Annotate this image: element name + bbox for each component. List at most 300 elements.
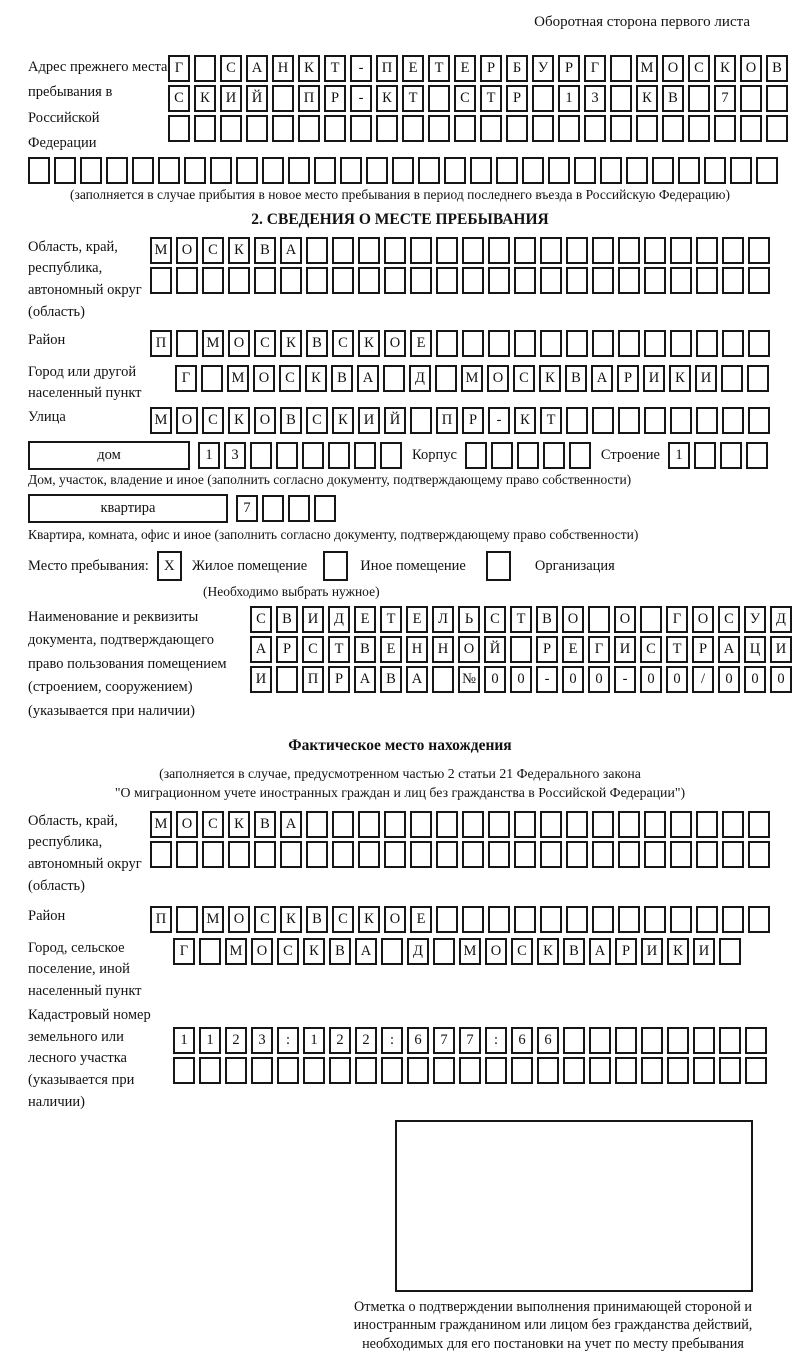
char-box[interactable] bbox=[428, 115, 450, 142]
char-box[interactable] bbox=[592, 237, 614, 264]
char-box[interactable] bbox=[670, 237, 692, 264]
char-box[interactable] bbox=[719, 1027, 741, 1054]
char-box[interactable]: О bbox=[228, 906, 250, 933]
char-box[interactable] bbox=[722, 330, 744, 357]
char-box[interactable]: - bbox=[350, 55, 372, 82]
char-box[interactable] bbox=[748, 906, 770, 933]
char-box[interactable] bbox=[250, 442, 272, 469]
char-box[interactable]: В bbox=[536, 606, 558, 633]
char-box[interactable]: Г bbox=[175, 365, 197, 392]
char-box[interactable]: К bbox=[228, 811, 250, 838]
char-box[interactable] bbox=[540, 267, 562, 294]
char-box[interactable]: К bbox=[332, 407, 354, 434]
char-box[interactable] bbox=[436, 330, 458, 357]
char-box[interactable]: Т bbox=[402, 85, 424, 112]
char-box[interactable]: И bbox=[693, 938, 715, 965]
char-box[interactable] bbox=[436, 237, 458, 264]
char-box[interactable] bbox=[202, 841, 224, 868]
char-box[interactable]: 7 bbox=[433, 1027, 455, 1054]
char-box[interactable] bbox=[566, 267, 588, 294]
char-box[interactable] bbox=[201, 365, 223, 392]
char-box[interactable] bbox=[236, 157, 258, 184]
char-box[interactable] bbox=[276, 666, 298, 693]
char-box[interactable] bbox=[566, 906, 588, 933]
char-box[interactable]: 1 bbox=[173, 1027, 195, 1054]
char-box[interactable] bbox=[384, 811, 406, 838]
char-box[interactable]: Р bbox=[324, 85, 346, 112]
char-box[interactable]: Ц bbox=[744, 636, 766, 663]
char-box[interactable]: К bbox=[667, 938, 689, 965]
char-box[interactable] bbox=[433, 1057, 455, 1084]
char-box[interactable] bbox=[202, 267, 224, 294]
char-box[interactable] bbox=[745, 1057, 767, 1084]
char-box[interactable]: : bbox=[485, 1027, 507, 1054]
char-box[interactable] bbox=[618, 407, 640, 434]
char-box[interactable] bbox=[355, 1057, 377, 1084]
char-box[interactable]: И bbox=[358, 407, 380, 434]
char-box[interactable]: Р bbox=[692, 636, 714, 663]
char-box[interactable]: Д bbox=[409, 365, 431, 392]
char-box[interactable] bbox=[340, 157, 362, 184]
char-box[interactable]: В bbox=[565, 365, 587, 392]
char-box[interactable] bbox=[678, 157, 700, 184]
char-box[interactable] bbox=[150, 841, 172, 868]
char-box[interactable] bbox=[532, 115, 554, 142]
char-box[interactable] bbox=[588, 606, 610, 633]
char-box[interactable] bbox=[462, 237, 484, 264]
char-box[interactable] bbox=[358, 811, 380, 838]
char-box[interactable]: О bbox=[176, 407, 198, 434]
char-box[interactable]: В bbox=[306, 906, 328, 933]
char-box[interactable] bbox=[407, 1057, 429, 1084]
char-box[interactable]: С bbox=[484, 606, 506, 633]
char-box[interactable] bbox=[488, 330, 510, 357]
char-box[interactable] bbox=[488, 237, 510, 264]
char-box[interactable]: В bbox=[563, 938, 585, 965]
char-box[interactable] bbox=[488, 906, 510, 933]
char-box[interactable]: 7 bbox=[714, 85, 736, 112]
char-box[interactable] bbox=[444, 157, 466, 184]
char-box[interactable] bbox=[693, 1027, 715, 1054]
char-box[interactable] bbox=[618, 906, 640, 933]
char-box[interactable]: С bbox=[306, 407, 328, 434]
char-box[interactable]: Й bbox=[484, 636, 506, 663]
char-box[interactable] bbox=[158, 157, 180, 184]
char-box[interactable]: К bbox=[539, 365, 561, 392]
char-box[interactable] bbox=[225, 1057, 247, 1084]
char-box[interactable] bbox=[748, 407, 770, 434]
char-box[interactable] bbox=[688, 85, 710, 112]
char-box[interactable]: М bbox=[227, 365, 249, 392]
char-box[interactable]: К bbox=[305, 365, 327, 392]
char-box[interactable]: О bbox=[740, 55, 762, 82]
char-box[interactable]: И bbox=[250, 666, 272, 693]
char-box[interactable] bbox=[719, 938, 741, 965]
char-box[interactable] bbox=[730, 157, 752, 184]
char-box[interactable] bbox=[254, 267, 276, 294]
char-box[interactable]: С bbox=[454, 85, 476, 112]
char-box[interactable] bbox=[514, 330, 536, 357]
char-box[interactable]: Е bbox=[380, 636, 402, 663]
char-box[interactable] bbox=[670, 841, 692, 868]
dom-type-box[interactable]: дом bbox=[28, 441, 190, 470]
char-box[interactable] bbox=[522, 157, 544, 184]
char-box[interactable]: В bbox=[306, 330, 328, 357]
char-box[interactable]: В bbox=[331, 365, 353, 392]
char-box[interactable]: М bbox=[461, 365, 483, 392]
char-box[interactable] bbox=[740, 115, 762, 142]
char-box[interactable] bbox=[436, 811, 458, 838]
char-box[interactable]: О bbox=[253, 365, 275, 392]
char-box[interactable] bbox=[280, 841, 302, 868]
char-box[interactable] bbox=[592, 906, 614, 933]
char-box[interactable] bbox=[314, 157, 336, 184]
char-box[interactable]: О bbox=[614, 606, 636, 633]
char-box[interactable]: О bbox=[662, 55, 684, 82]
char-box[interactable] bbox=[696, 841, 718, 868]
char-box[interactable] bbox=[28, 157, 50, 184]
char-box[interactable]: 0 bbox=[510, 666, 532, 693]
char-box[interactable] bbox=[228, 267, 250, 294]
char-box[interactable] bbox=[350, 115, 372, 142]
char-box[interactable]: М bbox=[150, 407, 172, 434]
char-box[interactable]: - bbox=[488, 407, 510, 434]
char-box[interactable] bbox=[506, 115, 528, 142]
char-box[interactable]: С bbox=[332, 330, 354, 357]
char-box[interactable]: 3 bbox=[224, 442, 246, 469]
char-box[interactable]: К bbox=[714, 55, 736, 82]
char-box[interactable]: К bbox=[537, 938, 559, 965]
char-box[interactable] bbox=[566, 237, 588, 264]
char-box[interactable] bbox=[540, 330, 562, 357]
char-box[interactable]: М bbox=[150, 811, 172, 838]
char-box[interactable] bbox=[410, 407, 432, 434]
char-box[interactable] bbox=[722, 267, 744, 294]
char-box[interactable] bbox=[462, 906, 484, 933]
char-box[interactable]: О bbox=[228, 330, 250, 357]
char-box[interactable] bbox=[563, 1027, 585, 1054]
char-box[interactable]: А bbox=[355, 938, 377, 965]
char-box[interactable] bbox=[298, 115, 320, 142]
char-box[interactable] bbox=[480, 115, 502, 142]
char-box[interactable]: Н bbox=[272, 55, 294, 82]
char-box[interactable] bbox=[510, 636, 532, 663]
char-box[interactable] bbox=[428, 85, 450, 112]
char-box[interactable] bbox=[459, 1057, 481, 1084]
char-box[interactable] bbox=[558, 115, 580, 142]
char-box[interactable] bbox=[704, 157, 726, 184]
char-box[interactable]: Р bbox=[276, 636, 298, 663]
char-box[interactable] bbox=[600, 157, 622, 184]
char-box[interactable]: О bbox=[458, 636, 480, 663]
char-box[interactable]: О bbox=[251, 938, 273, 965]
char-box[interactable] bbox=[491, 442, 513, 469]
char-box[interactable] bbox=[272, 85, 294, 112]
char-box[interactable]: Р bbox=[615, 938, 637, 965]
char-box[interactable]: - bbox=[536, 666, 558, 693]
char-box[interactable] bbox=[332, 237, 354, 264]
char-box[interactable]: Д bbox=[407, 938, 429, 965]
char-box[interactable]: Г bbox=[584, 55, 606, 82]
char-box[interactable] bbox=[329, 1057, 351, 1084]
char-box[interactable]: О bbox=[176, 811, 198, 838]
char-box[interactable]: Е bbox=[410, 906, 432, 933]
char-box[interactable] bbox=[381, 938, 403, 965]
char-box[interactable]: Е bbox=[410, 330, 432, 357]
char-box[interactable]: 1 bbox=[558, 85, 580, 112]
char-box[interactable] bbox=[384, 841, 406, 868]
char-box[interactable] bbox=[662, 115, 684, 142]
char-box[interactable]: Й bbox=[384, 407, 406, 434]
char-box[interactable] bbox=[418, 157, 440, 184]
char-box[interactable]: Т bbox=[324, 55, 346, 82]
char-box[interactable]: С bbox=[254, 330, 276, 357]
char-box[interactable] bbox=[540, 811, 562, 838]
char-box[interactable] bbox=[276, 442, 298, 469]
char-box[interactable]: В bbox=[766, 55, 788, 82]
char-box[interactable]: И bbox=[614, 636, 636, 663]
char-box[interactable] bbox=[543, 442, 565, 469]
char-box[interactable] bbox=[514, 841, 536, 868]
char-box[interactable] bbox=[470, 157, 492, 184]
kvartira-type-box[interactable]: квартира bbox=[28, 494, 228, 523]
char-box[interactable] bbox=[306, 811, 328, 838]
char-box[interactable]: С bbox=[332, 906, 354, 933]
char-box[interactable]: А bbox=[354, 666, 376, 693]
char-box[interactable] bbox=[168, 115, 190, 142]
char-box[interactable] bbox=[246, 115, 268, 142]
char-box[interactable] bbox=[210, 157, 232, 184]
char-box[interactable]: К bbox=[280, 906, 302, 933]
char-box[interactable] bbox=[324, 115, 346, 142]
char-box[interactable] bbox=[670, 330, 692, 357]
char-box[interactable] bbox=[262, 495, 284, 522]
char-box[interactable]: О bbox=[384, 330, 406, 357]
char-box[interactable] bbox=[194, 115, 216, 142]
char-box[interactable]: А bbox=[589, 938, 611, 965]
char-box[interactable] bbox=[688, 115, 710, 142]
char-box[interactable] bbox=[488, 811, 510, 838]
char-box[interactable]: И bbox=[220, 85, 242, 112]
char-box[interactable] bbox=[358, 841, 380, 868]
char-box[interactable] bbox=[574, 157, 596, 184]
char-box[interactable] bbox=[618, 267, 640, 294]
char-box[interactable] bbox=[548, 157, 570, 184]
char-box[interactable]: - bbox=[350, 85, 372, 112]
char-box[interactable] bbox=[696, 407, 718, 434]
char-box[interactable] bbox=[176, 267, 198, 294]
char-box[interactable]: А bbox=[718, 636, 740, 663]
char-box[interactable]: С bbox=[279, 365, 301, 392]
char-box[interactable]: Т bbox=[428, 55, 450, 82]
char-box[interactable]: О bbox=[487, 365, 509, 392]
char-box[interactable] bbox=[640, 606, 662, 633]
char-box[interactable] bbox=[384, 237, 406, 264]
char-box[interactable] bbox=[532, 85, 554, 112]
char-box[interactable]: О bbox=[176, 237, 198, 264]
char-box[interactable]: Е bbox=[406, 606, 428, 633]
char-box[interactable] bbox=[106, 157, 128, 184]
char-box[interactable] bbox=[272, 115, 294, 142]
char-box[interactable]: А bbox=[280, 811, 302, 838]
char-box[interactable] bbox=[150, 267, 172, 294]
char-box[interactable]: В bbox=[329, 938, 351, 965]
char-box[interactable]: Р bbox=[558, 55, 580, 82]
char-box[interactable] bbox=[652, 157, 674, 184]
char-box[interactable] bbox=[280, 267, 302, 294]
char-box[interactable] bbox=[566, 330, 588, 357]
char-box[interactable]: Б bbox=[506, 55, 528, 82]
char-box[interactable] bbox=[454, 115, 476, 142]
char-box[interactable] bbox=[194, 55, 216, 82]
char-box[interactable]: В bbox=[354, 636, 376, 663]
char-box[interactable]: С bbox=[302, 636, 324, 663]
char-box[interactable]: 3 bbox=[584, 85, 606, 112]
char-box[interactable]: Е bbox=[562, 636, 584, 663]
char-box[interactable]: К bbox=[298, 55, 320, 82]
char-box[interactable] bbox=[644, 267, 666, 294]
char-box[interactable]: Т bbox=[480, 85, 502, 112]
char-box[interactable]: К bbox=[669, 365, 691, 392]
char-box[interactable] bbox=[537, 1057, 559, 1084]
char-box[interactable] bbox=[80, 157, 102, 184]
char-box[interactable] bbox=[328, 442, 350, 469]
char-box[interactable]: : bbox=[381, 1027, 403, 1054]
char-box[interactable] bbox=[644, 330, 666, 357]
char-box[interactable] bbox=[435, 365, 457, 392]
char-box[interactable] bbox=[618, 237, 640, 264]
char-box[interactable] bbox=[220, 115, 242, 142]
char-box[interactable] bbox=[721, 365, 743, 392]
char-box[interactable]: Р bbox=[506, 85, 528, 112]
char-box[interactable] bbox=[436, 267, 458, 294]
char-box[interactable] bbox=[54, 157, 76, 184]
char-box[interactable] bbox=[667, 1057, 689, 1084]
char-box[interactable] bbox=[592, 811, 614, 838]
char-box[interactable] bbox=[488, 841, 510, 868]
char-box[interactable]: С bbox=[202, 237, 224, 264]
char-box[interactable] bbox=[173, 1057, 195, 1084]
char-box[interactable]: Д bbox=[770, 606, 792, 633]
char-box[interactable] bbox=[410, 811, 432, 838]
char-box[interactable]: В bbox=[254, 237, 276, 264]
char-box[interactable] bbox=[199, 938, 221, 965]
char-box[interactable] bbox=[462, 330, 484, 357]
char-box[interactable]: С bbox=[513, 365, 535, 392]
char-box[interactable]: А bbox=[591, 365, 613, 392]
char-box[interactable]: К bbox=[280, 330, 302, 357]
char-box[interactable]: Р bbox=[536, 636, 558, 663]
char-box[interactable] bbox=[644, 237, 666, 264]
char-box[interactable]: 1 bbox=[668, 442, 690, 469]
char-box[interactable] bbox=[610, 85, 632, 112]
char-box[interactable] bbox=[610, 115, 632, 142]
char-box[interactable] bbox=[589, 1027, 611, 1054]
char-box[interactable] bbox=[589, 1057, 611, 1084]
char-box[interactable] bbox=[644, 811, 666, 838]
char-box[interactable] bbox=[696, 237, 718, 264]
char-box[interactable]: О bbox=[254, 407, 276, 434]
char-box[interactable]: А bbox=[357, 365, 379, 392]
char-box[interactable] bbox=[694, 442, 716, 469]
char-box[interactable] bbox=[719, 1057, 741, 1084]
char-box[interactable] bbox=[514, 267, 536, 294]
char-box[interactable] bbox=[644, 906, 666, 933]
char-box[interactable]: Т bbox=[540, 407, 562, 434]
char-box[interactable]: А bbox=[406, 666, 428, 693]
char-box[interactable] bbox=[433, 938, 455, 965]
char-box[interactable]: 3 bbox=[251, 1027, 273, 1054]
char-box[interactable] bbox=[641, 1057, 663, 1084]
char-box[interactable] bbox=[485, 1057, 507, 1084]
char-box[interactable] bbox=[696, 330, 718, 357]
char-box[interactable]: Р bbox=[617, 365, 639, 392]
checkbox-inoe[interactable] bbox=[323, 551, 348, 581]
char-box[interactable]: 0 bbox=[588, 666, 610, 693]
char-box[interactable]: П bbox=[298, 85, 320, 112]
char-box[interactable] bbox=[540, 841, 562, 868]
char-box[interactable] bbox=[176, 330, 198, 357]
char-box[interactable] bbox=[592, 407, 614, 434]
char-box[interactable] bbox=[288, 157, 310, 184]
char-box[interactable] bbox=[566, 811, 588, 838]
char-box[interactable]: Е bbox=[354, 606, 376, 633]
char-box[interactable] bbox=[667, 1027, 689, 1054]
char-box[interactable] bbox=[488, 267, 510, 294]
char-box[interactable]: А bbox=[250, 636, 272, 663]
char-box[interactable] bbox=[540, 906, 562, 933]
char-box[interactable]: И bbox=[770, 636, 792, 663]
char-box[interactable]: 2 bbox=[225, 1027, 247, 1054]
char-box[interactable]: Т bbox=[380, 606, 402, 633]
char-box[interactable] bbox=[748, 841, 770, 868]
char-box[interactable] bbox=[540, 237, 562, 264]
char-box[interactable] bbox=[618, 330, 640, 357]
char-box[interactable] bbox=[746, 442, 768, 469]
char-box[interactable] bbox=[720, 442, 742, 469]
char-box[interactable]: У bbox=[744, 606, 766, 633]
char-box[interactable]: 0 bbox=[744, 666, 766, 693]
char-box[interactable]: 1 bbox=[198, 442, 220, 469]
char-box[interactable] bbox=[392, 157, 414, 184]
char-box[interactable]: 6 bbox=[407, 1027, 429, 1054]
char-box[interactable]: Р bbox=[328, 666, 350, 693]
char-box[interactable]: 6 bbox=[511, 1027, 533, 1054]
char-box[interactable]: Е bbox=[402, 55, 424, 82]
char-box[interactable] bbox=[569, 442, 591, 469]
char-box[interactable]: М bbox=[636, 55, 658, 82]
char-box[interactable]: 0 bbox=[770, 666, 792, 693]
char-box[interactable] bbox=[306, 237, 328, 264]
char-box[interactable]: Ь bbox=[458, 606, 480, 633]
char-box[interactable] bbox=[722, 811, 744, 838]
char-box[interactable] bbox=[766, 115, 788, 142]
char-box[interactable] bbox=[592, 267, 614, 294]
char-box[interactable] bbox=[132, 157, 154, 184]
char-box[interactable]: Й bbox=[246, 85, 268, 112]
char-box[interactable] bbox=[303, 1057, 325, 1084]
stamp-area[interactable] bbox=[395, 1120, 753, 1292]
char-box[interactable]: С bbox=[254, 906, 276, 933]
char-box[interactable] bbox=[563, 1057, 585, 1084]
char-box[interactable] bbox=[722, 841, 744, 868]
char-box[interactable] bbox=[384, 267, 406, 294]
char-box[interactable]: С bbox=[688, 55, 710, 82]
char-box[interactable]: 7 bbox=[459, 1027, 481, 1054]
char-box[interactable] bbox=[410, 237, 432, 264]
checkbox-zhiloe[interactable]: X bbox=[157, 551, 182, 581]
char-box[interactable] bbox=[306, 841, 328, 868]
